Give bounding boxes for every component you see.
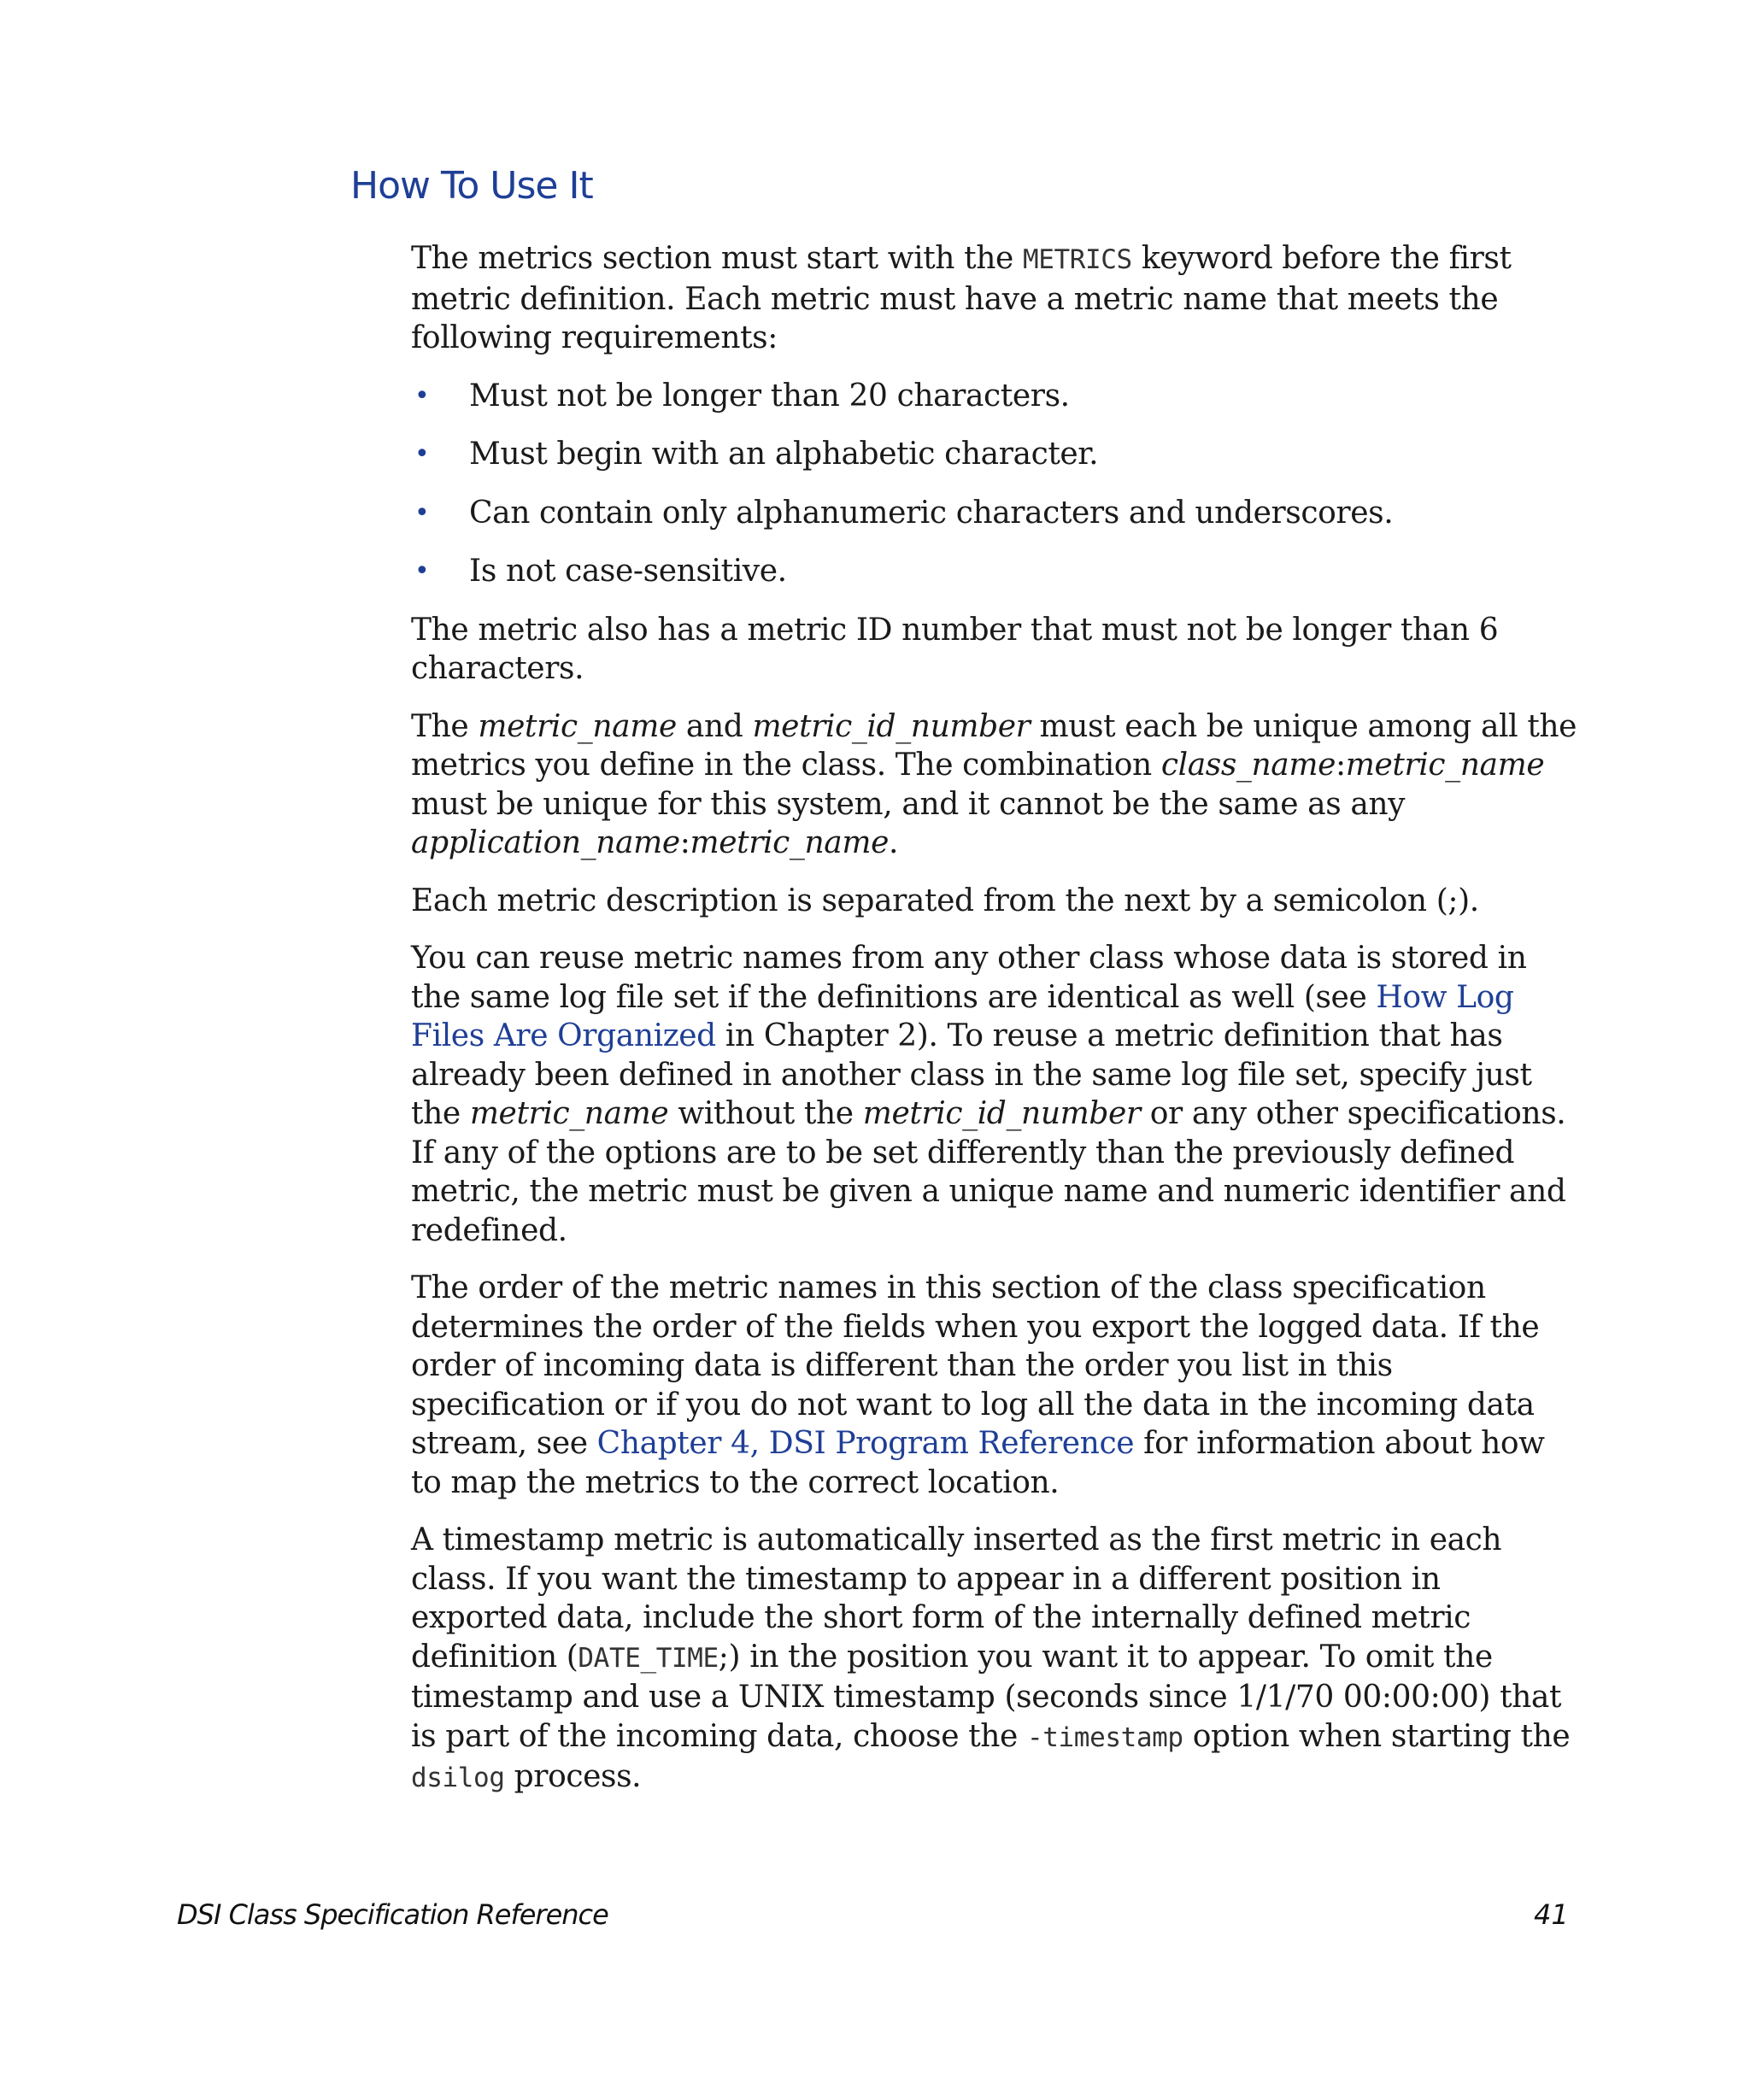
reuse-paragraph: You can reuse metric names from any other class whose data is stored in the same log file set if the definitions are identical as well (see How Log Files Are Organized in Chapter 2). To reuse a metric definition that has already been defined in another class in the same log file set, specify just the metric_name without the metric_id_number or any other specifications. If any of the options are to be set differently than the previously defined metric, the metric must be given a unique name and numeric identifier and redefined. <box>411 941 1566 1248</box>
footer-page-number: 41 <box>1534 1898 1569 1931</box>
metric-id-paragraph: The metric also has a metric ID number that must not be longer than 6 characters. <box>411 612 1499 686</box>
list-item: • Is not case-sensitive. <box>411 552 1577 591</box>
metrics-keyword: METRICS <box>1022 244 1132 275</box>
timestamp-option-code: -timestamp <box>1027 1722 1183 1753</box>
section-body <box>411 239 1577 1817</box>
list-item: • Must not be longer than 20 characters. <box>411 377 1577 416</box>
dsi-program-reference-link[interactable]: Chapter 4, DSI Program Reference <box>596 1426 1135 1461</box>
bullet-icon: • <box>414 380 430 411</box>
separator-paragraph: Each metric description is separated from the next by a semicolon (;). <box>411 883 1479 918</box>
bullet-icon: • <box>414 556 430 586</box>
uniqueness-paragraph: The metric_name and metric_id_number must each be unique among all the metrics you define in the class. The combination class_name:metric_name must be unique for this system, and it cannot be the same as any application_name:metric_name. <box>411 708 1577 860</box>
requirements-list <box>411 377 1577 591</box>
dsilog-code: dsilog <box>411 1763 505 1793</box>
timestamp-paragraph: A timestamp metric is automatically inserted as the first metric in each class. If you want the timestamp to appear in a different position in exported data, include the short form of the internally defined metric definition (DATE_TIME;) in the position you want it to appear. To omit the timestamp and use a UNIX timestamp (seconds since 1/1/70 00:00:00) that is part of the incoming data, choose the -timestamp option when starting the dsilog process. <box>411 1522 1571 1794</box>
section-heading: How To Use It <box>350 164 593 208</box>
list-item: • Must begin with an alphabetic character. <box>411 435 1577 474</box>
log-files-link[interactable]: How Log Files Are Organized <box>411 979 1514 1053</box>
order-paragraph: The order of the metric names in this section of the class specification determines the order of the fields when you export the logged data. If the order of incoming data is different than the order you list in this specification or if you do not want to log all the data in the incoming data stream, see Chapter 4, DSI Program Reference for information about how to map the metrics to the correct location. <box>411 1270 1545 1500</box>
bullet-icon: • <box>414 497 430 528</box>
footer-document-title: DSI Class Specification Reference <box>177 1898 608 1931</box>
date-time-code: DATE_TIME <box>578 1642 719 1674</box>
bullet-icon: • <box>414 439 430 469</box>
list-item: • Can contain only alphanumeric characters and underscores. <box>411 494 1577 533</box>
intro-paragraph: The metrics section must start with the METRICS keyword before the first metric definition. Each metric must have a metric name that meets the following requirements: <box>411 241 1512 355</box>
